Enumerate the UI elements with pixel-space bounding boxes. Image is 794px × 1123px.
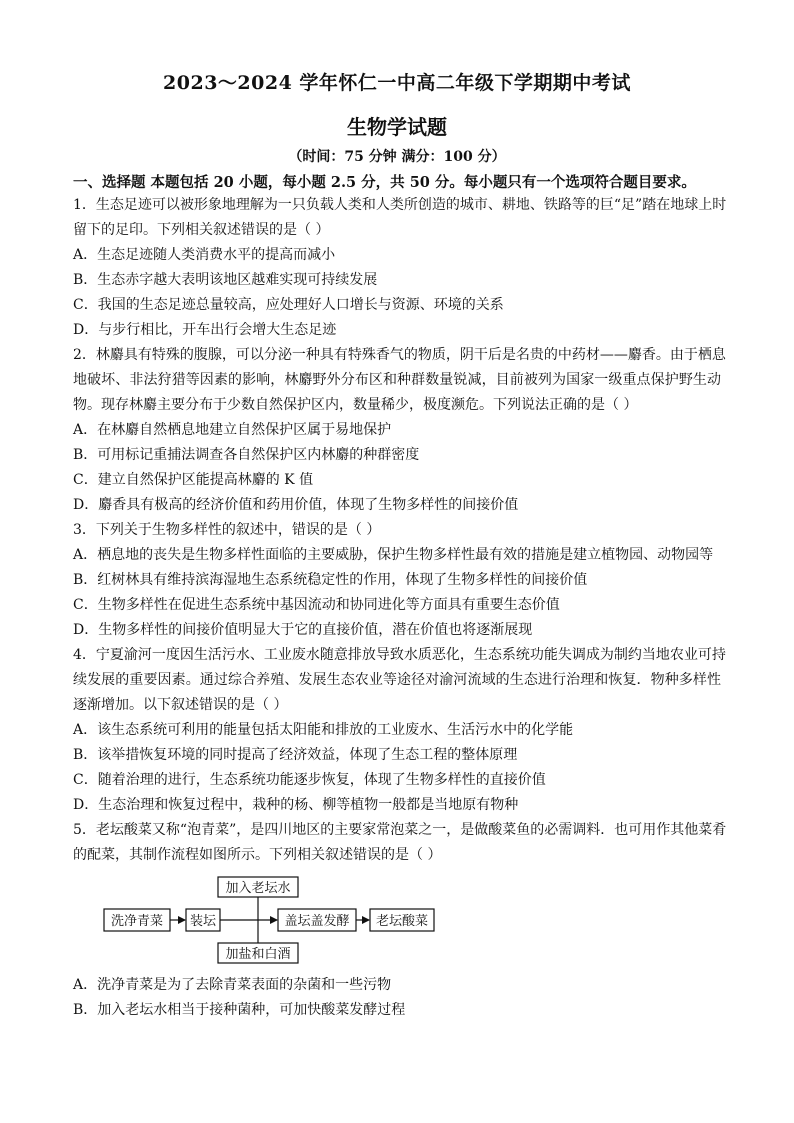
question-4-stem-line-1: 4．宁夏渝河一度因生活污水、工业废水随意排放导致水质恶化，生态系统功能失调成为制约当地农业可持: [73, 647, 726, 663]
question-4-stem-line-2: 续发展的重要因素。通过综合养殖、发展生态农业等途径对渝河流域的生态进行治理和恢复．物种多样性: [73, 672, 721, 688]
question-4-option-d: D．生态治理和恢复过程中，栽种的杨、柳等植物一般都是当地原有物种: [73, 797, 519, 813]
question-1-stem-line-1: 1．生态足迹可以被形象地理解为一只负载人类和人类所创造的城市、耕地、铁路等的巨“足”踏在地球上时: [73, 197, 727, 213]
question-2-option-b: B．可用标记重捕法调查各自然保护区内林麝的种群密度: [73, 447, 420, 463]
question-2-option-c: C．建立自然保护区能提高林麝的 K 值: [73, 472, 314, 488]
time-info: （时间：75 分钟 满分：100 分）: [288, 149, 506, 165]
question-2-stem-line-3: 物。现存林麝主要分布于少数自然保护区内，数量稀少，极度濒危。下列说法正确的是（ ）: [73, 397, 638, 413]
question-2-option-d: D．麝香具有极高的经济价值和药用价值，体现了生物多样性的间接价值: [73, 497, 519, 513]
question-5-option-b: B．加入老坛水相当于接种菌种，可加快酸菜发酵过程: [73, 1002, 406, 1018]
question-3-option-c: C．生物多样性在促进生态系统中基因流动和协同进化等方面具有重要生态价值: [73, 597, 560, 613]
question-3-option-b: B．红树林具有维持滨海湿地生态系统稳定性的作用，体现了生物多样性的间接价值: [73, 572, 588, 588]
question-1-stem-line-2: 留下的足印。下列相关叙述错误的是（ ）: [73, 222, 330, 238]
question-1-option-c: C．我国的生态足迹总量较高，应处理好人口增长与资源、环境的关系: [73, 297, 504, 313]
question-3-option-d: D．生物多样性的间接价值明显大于它的直接价值，潜在价值也将逐渐展现: [73, 622, 533, 638]
flow-label-ferment: 盖坛盖发酵: [284, 914, 350, 929]
subject-title: 生物学试题: [347, 115, 447, 139]
section-heading: 一、选择题 本题包括 20 小题，每小题 2.5 分，共 50 分。每小题只有一个选项符合题目要求。: [73, 174, 696, 191]
question-4-option-a: A．该生态系统可利用的能量包括太阳能和排放的工业废水、生活污水中的化学能: [73, 722, 574, 738]
flow-label-jar: 装坛: [189, 914, 217, 929]
flow-label-result: 老坛酸菜: [375, 914, 429, 929]
question-4-stem-line-3: 逐渐增加。以下叙述错误的是（ ）: [73, 697, 288, 713]
question-5-option-a: A．洗净青菜是为了去除青菜表面的杂菌和一些污物: [73, 977, 392, 993]
flow-label-add-water: 加入老坛水: [225, 881, 291, 896]
question-4-option-b: B．该举措恢复环境的同时提高了经济效益，体现了生态工程的整体原理: [73, 747, 518, 763]
question-3-stem: 3．下列关于生物多样性的叙述中，错误的是（ ）: [73, 522, 381, 538]
flow-label-add-salt: 加盐和白酒: [225, 947, 291, 962]
question-5-stem-line-2: 的配菜，其制作流程如图所示。下列相关叙述错误的是（ ）: [73, 847, 442, 863]
question-1-option-b: B．生态赤字越大表明该地区越难实现可持续发展: [73, 272, 378, 288]
question-2-stem-line-2: 地破坏、非法狩猎等因素的影响，林麝野外分布区和种群数量锐减，目前被列为国家一级重点保护野生动: [73, 372, 721, 388]
question-3-option-a: A．栖息地的丧失是生物多样性面临的主要威胁，保护生物多样性最有效的措施是建立植物园、动物园等: [73, 547, 714, 563]
exam-title: 2023～2024 学年怀仁一中高二年级下学期期中考试: [163, 72, 631, 94]
question-4-option-c: C．随着治理的进行，生态系统功能逐步恢复，体现了生物多样性的直接价值: [73, 772, 546, 788]
question-5-stem-line-1: 5．老坛酸菜又称“泡青菜”，是四川地区的主要家常泡菜之一，是做酸菜鱼的必需调料．也可用作其他菜肴: [73, 822, 727, 838]
question-2-option-a: A．在林麝自然栖息地建立自然保护区属于易地保护: [73, 422, 392, 438]
question-1-option-a: A．生态足迹随人类消费水平的提高而减小: [73, 247, 336, 263]
question-1-option-d: D．与步行相比，开车出行会增大生态足迹: [73, 322, 337, 338]
pickle-process-flowchart: [100, 873, 440, 965]
flow-label-wash: 洗净青菜: [110, 914, 164, 929]
question-2-stem-line-1: 2．林麝具有特殊的腹腺，可以分泌一种具有特殊香气的物质，阴干后是名贵的中药材——麝香。由于栖息: [73, 347, 726, 363]
